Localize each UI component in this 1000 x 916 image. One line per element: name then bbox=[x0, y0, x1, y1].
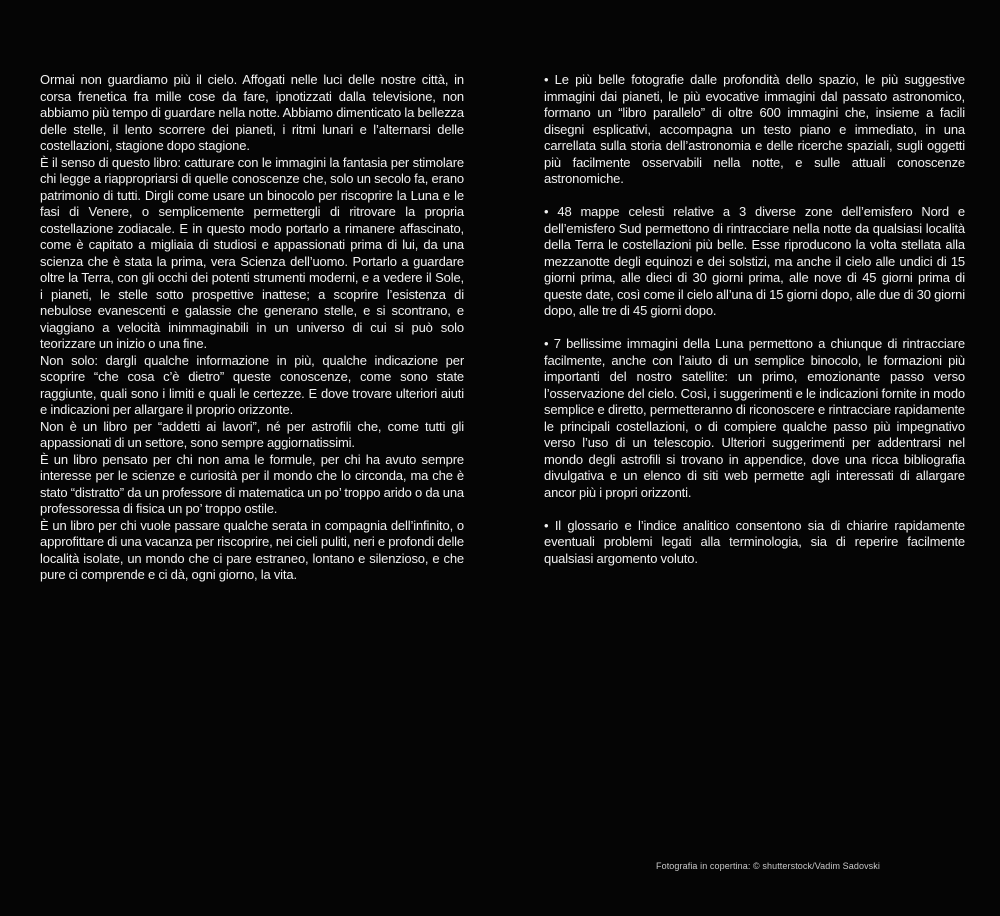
body-paragraph: Non solo: dargli qualche informazione in più, qualche indicazione per scoprire “che cosa c’è dietro” queste conoscenze, come sono state raggiunte, quali sono i limiti e quali le certezze. E dove trovare ulteriori aiuti e indicazioni per allargare il proprio orizzonte. bbox=[40, 352, 464, 417]
bullet-marker-icon: • bbox=[544, 517, 549, 533]
left-text-column bbox=[40, 72, 464, 584]
bullet-item bbox=[544, 72, 965, 188]
bullet-item bbox=[544, 518, 965, 568]
right-text-column bbox=[544, 72, 965, 584]
bullet-item bbox=[544, 336, 965, 501]
body-paragraph: Ormai non guardiamo più il cielo. Affogati nelle luci delle nostre città, in corsa frenetica fra mille cose da fare, ipnotizzati dalla televisione, non abbiamo più tempo di guardare nella notte. Abbiamo dimenticato la bellezza delle stelle, il lento scorrere dei pianeti, i ritmi lunari e l’alternarsi delle costellazioni, stagione dopo stagione. bbox=[40, 72, 464, 153]
bullet-marker-icon: • bbox=[544, 72, 549, 87]
bullet-item bbox=[544, 204, 965, 320]
bullet-text: 48 mappe celesti relative a 3 diverse zone dell’emisfero Nord e dell’emisfero Sud permettono di rintracciare nella notte da qualsiasi località della Terra le costellazioni più belle. Esse riproducono la volta stellata alla mezzanotte degli equinozi e dei solstizi, ma anche il cielo alle undici di 15 giorni prima, alle dieci di 30 giorni prima, alle nove di 45 giorni prima di queste date, così come il cielo all’una di 15 giorni dopo, alle due di 30 giorni dopo, alle tre di 45 giorni dopo. bbox=[544, 204, 965, 318]
body-paragraph: È un libro per chi vuole passare qualche serata in compagnia dell’infinito, o approfittare di una vacanza per riscoprire, nei cieli puliti, neri e profondi delle località isolate, un mondo che ci pare estraneo, lontano e silenzioso, e che pure ci comprende e ci dà, ogni giorno, la vita. bbox=[40, 517, 464, 582]
bullet-marker-icon: • bbox=[544, 336, 549, 351]
body-paragraph: È il senso di questo libro: catturare con le immagini la fantasia per stimolare chi legge a riappropriarsi di quelle conoscenze che, solo un secolo fa, erano patrimonio di tutti. Dirgli come usare un binocolo per riscoprire la Luna e le fasi di Venere, o semplicemente permettergli di ritrovare la propria costellazione zodiacale. E in questo modo portarlo a rimanere affascinato, come è capitato a migliaia di studiosi e appassionati prima di lui, da una scienza che è stata la prima, vera Scienza dell’uomo. Portarlo a guardare oltre la Terra, con gli occhi dei potenti strumenti moderni, e a vedere il Sole, i pianeti, le stelle sotto prospettive inattese; a scoprire l’esistenza di nebulose evanescenti e galassie che generano stelle, e si scontrano, e viaggiano a velocità inimmaginabili in un universo di cui si può solo teorizzare un inizio o una fine. bbox=[40, 154, 464, 351]
body-paragraph: Non è un libro per “addetti ai lavori”, né per astrofili che, come tutti gli appassionati di un settore, sono sempre aggiornatissimi. bbox=[40, 418, 464, 450]
bullet-text: 7 bellissime immagini della Luna permettono a chiunque di rintracciare facilmente, anche con l’aiuto di un semplice binocolo, le formazioni più importanti del nostro satellite: un primo, emozionante passo verso l’osservazione del cielo. Così, i suggerimenti e le indicazioni fornite in modo semplice e diretto, permetteranno di riconoscere e rintracciare rapidamente le principali costellazioni, o di compiere qualche passo più impegnativo verso l’uso di un telescopio. Ulteriori suggerimenti per addentrarsi nel mondo degli astrofili si trovano in appendice, dove una ricca bibliografia divulgativa e un elenco di siti web permette agli interessati di allargare ancor più i propri orizzonti. bbox=[544, 336, 965, 500]
bullet-marker-icon: • bbox=[544, 204, 549, 219]
cover-photo-credit: Fotografia in copertina: © shutterstock/Vadim Sadovski bbox=[656, 861, 880, 871]
bullet-text: Il glossario e l’indice analitico consentono sia di chiarire rapidamente eventuali problemi legati alla terminologia, sia di reperire facilmente qualsiasi argomento voluto. bbox=[544, 517, 966, 566]
body-paragraph: È un libro pensato per chi non ama le formule, per chi ha avuto sempre interesse per le scienze e curiosità per il mondo che lo circonda, ma che è stato “distratto” da un professore di matematica un po’ troppo arido o da una professoressa di fisica un po’ troppo ostile. bbox=[40, 451, 465, 516]
bullet-text: Le più belle fotografie dalle profondità dello spazio, le più suggestive immagini dai pianeti, le più evocative immagini dal passato astronomico, formano un “libro parallelo” di oltre 600 immagini che, insieme a facili disegni esplicativi, accompagna un testo piano e immediato, in una carrellata sulla storia dell’astronomia e delle ricerche spaziali, sugli oggetti più facilmente osservabili nella notte, e sulle attuali conoscenze astronomiche. bbox=[544, 72, 965, 186]
